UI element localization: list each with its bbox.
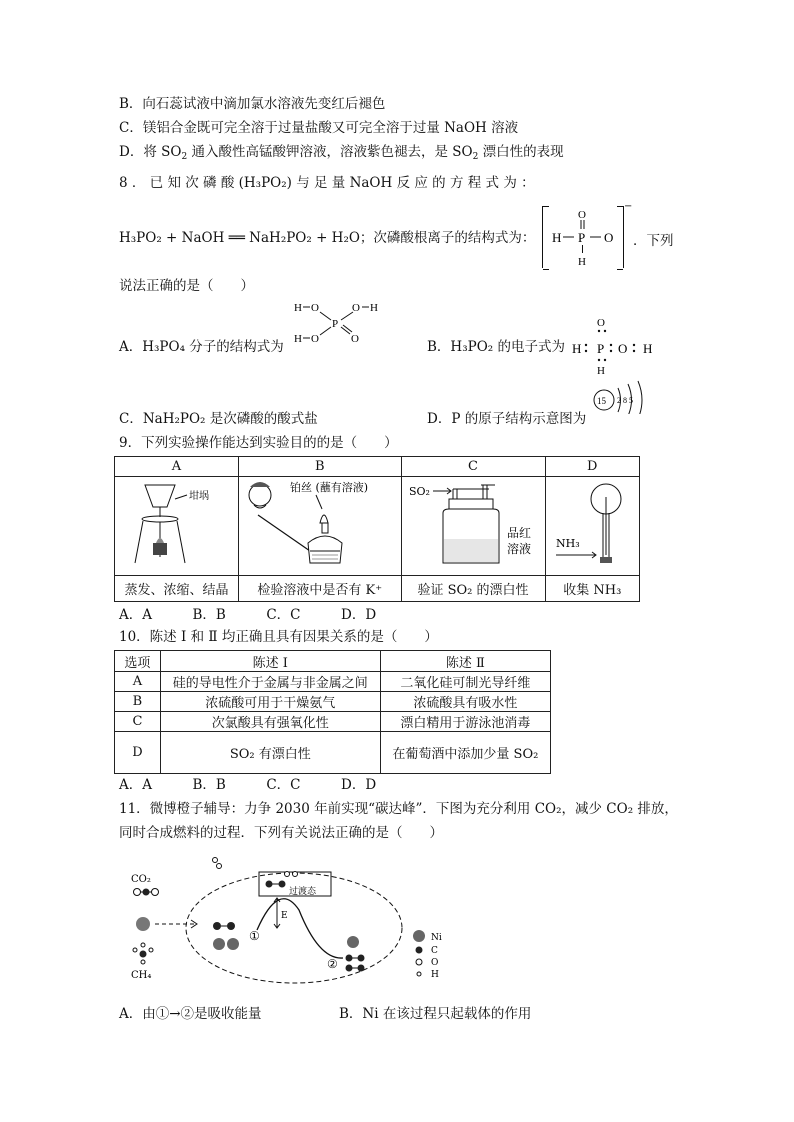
label-co2: CO₂ xyxy=(131,874,151,885)
q10-header-option: 选项 xyxy=(115,651,161,672)
q10-row-label: D xyxy=(115,732,161,774)
so2-bottle-apparatus xyxy=(403,477,543,571)
svg-text:P: P xyxy=(332,318,339,330)
q8-continue: ．下列 xyxy=(633,233,674,249)
q9-img-b xyxy=(239,477,402,576)
q9-purpose-d: 收集 NH₃ xyxy=(545,576,640,602)
atom-shells: 2 8 5 xyxy=(617,396,633,405)
product-on-ni xyxy=(346,936,365,972)
label-step-1: ① xyxy=(249,929,260,943)
svg-text:O: O xyxy=(311,302,319,314)
q9-header-a: A xyxy=(115,457,239,477)
label-nh3-gas: NH₃ xyxy=(556,537,580,550)
h3po2-electron-formula xyxy=(571,310,659,376)
svg-text:O: O xyxy=(618,341,628,356)
label-magenta-1: 品红 xyxy=(507,526,532,540)
reactant-on-ni xyxy=(213,922,239,950)
q8-option-b: B．H₃PO₂ 的电子式为 xyxy=(427,339,565,355)
label-platinum-wire: 铂丝 (蘸有溶液) xyxy=(289,481,368,494)
evaporation-apparatus xyxy=(117,477,237,571)
q7-option-b: B．向石蕊试液中滴加氯水溶液先变红后褪色 xyxy=(119,96,386,112)
label-step-2: ② xyxy=(327,957,338,971)
q10-row-s1: 硅的导电性介于金属与非金属之间 xyxy=(160,672,380,692)
struct-o-right: O xyxy=(604,230,614,245)
label-energy: E xyxy=(281,911,288,921)
atom-nucleus: 15 xyxy=(597,396,606,406)
nh3-collection-apparatus xyxy=(546,477,638,571)
label-magenta-2: 溶液 xyxy=(507,542,532,556)
label-ch4: CH₄ xyxy=(131,970,152,981)
co2-molecule xyxy=(134,889,159,896)
q9-purpose-c: 验证 SO₂ 的漂白性 xyxy=(401,576,545,602)
svg-text:H: H xyxy=(370,302,378,314)
q9-img-a xyxy=(115,477,239,576)
q9-img-d xyxy=(545,477,640,576)
q8-equation: H₃PO₂ + NaOH ══ NaH₂PO₂ + H₂O；次磷酸根离子的结构式为： xyxy=(119,230,536,246)
q10-options: A．A B．B C．C D．D xyxy=(119,777,377,793)
svg-text:O: O xyxy=(431,958,439,968)
label-so2-gas: SO₂ xyxy=(409,485,430,498)
ch4-molecule xyxy=(133,943,153,964)
q10-row-label: A xyxy=(115,672,161,692)
h3po4-structure xyxy=(292,299,382,347)
svg-text:P: P xyxy=(597,341,605,356)
svg-text:C: C xyxy=(431,946,438,956)
label-transition-state: 过渡态 xyxy=(289,887,317,897)
flame-test-apparatus xyxy=(240,477,400,571)
svg-text:H: H xyxy=(643,341,653,356)
svg-text:H: H xyxy=(597,365,605,376)
svg-text:O: O xyxy=(352,302,360,314)
svg-text:Ni: Ni xyxy=(431,933,442,943)
hypophosphite-structure xyxy=(542,206,624,268)
q10-row-s2: 二氧化硅可制光导纤维 xyxy=(380,672,550,692)
struct-h-bottom: H xyxy=(578,256,586,268)
legend xyxy=(413,930,442,980)
q11-stem-line2: 同时合成燃料的过程．下列有关说法正确的是（ ） xyxy=(119,825,443,841)
co2-ch4-reaction-diagram xyxy=(119,850,479,985)
co-oh-fragment xyxy=(213,858,222,869)
struct-p: P xyxy=(578,230,586,245)
q9-header-c: C xyxy=(401,457,545,477)
q11-stem-line1: 11．微博橙子辅导：力争 2030 年前实现“碳达峰”．下图为充分利用 CO₂，减少 CO₂ 排放， xyxy=(119,801,678,817)
q10-header-statement-2: 陈述 Ⅱ xyxy=(380,651,550,672)
q8-stem-line1: 8 ． 已 知 次 磷 酸 (H₃PO₂) 与 足 量 NaOH 反 应 的 方 程 式 为 ： xyxy=(119,175,535,191)
struct-o-top: O xyxy=(578,209,586,221)
q8-option-a: A．H₃PO₄ 分子的结构式为 xyxy=(119,339,284,355)
q9-options: A．A B．B C．C D．D xyxy=(119,607,377,623)
svg-text:O: O xyxy=(351,333,359,345)
q9-table xyxy=(114,456,640,602)
q10-row-label: C xyxy=(115,712,161,732)
q8-stem-line3: 说法正确的是（ ） xyxy=(119,278,254,294)
q10-stem: 10．陈述 Ⅰ 和 Ⅱ 均正确且具有因果关系的是（ ） xyxy=(119,629,438,645)
svg-text:H: H xyxy=(431,970,439,980)
q9-purpose-a: 蒸发、浓缩、结晶 xyxy=(115,576,239,602)
q8-option-d: D．P 的原子结构示意图为 xyxy=(427,411,587,427)
q10-row-s1: 次氯酸具有强氧化性 xyxy=(160,712,380,732)
q9-stem: 9．下列实验操作能达到实验目的的是（ ） xyxy=(119,435,398,451)
q11-option-a: A．由①→②是吸收能量 xyxy=(119,1006,262,1022)
q10-row-s1: 浓硫酸可用于干燥氨气 xyxy=(160,692,380,712)
q8-option-c: C．NaH₂PO₂ 是次磷酸的酸式盐 xyxy=(119,411,318,427)
struct-h-left: H xyxy=(552,230,562,245)
q7-option-d: D．将 $SO_2$ 通入酸性高锰酸钾溶液，溶液紫色褪去，是 $SO_2$ 漂白性的表现 xyxy=(119,144,564,162)
q10-row-s1: SO₂ 有漂白性 xyxy=(160,732,380,774)
q9-purpose-b: 检验溶液中是否有 K⁺ xyxy=(239,576,402,602)
p-atom-structure xyxy=(592,378,664,414)
q10-header-statement-1: 陈述 Ⅰ xyxy=(160,651,380,672)
charge-minus: − xyxy=(624,201,633,212)
svg-text:O: O xyxy=(311,333,319,345)
svg-text:H: H xyxy=(294,302,302,314)
q10-row-label: B xyxy=(115,692,161,712)
q10-row-s2: 浓硫酸具有吸水性 xyxy=(380,692,550,712)
svg-text:O: O xyxy=(597,317,605,329)
q9-header-b: B xyxy=(239,457,402,477)
q10-table xyxy=(114,650,551,774)
svg-text:H: H xyxy=(294,333,302,345)
ni-atom xyxy=(136,917,150,931)
hypophosphite-structure-svg xyxy=(543,206,623,268)
q11-option-b: B．Ni 在该过程只起载体的作用 xyxy=(339,1006,532,1022)
q10-row-s2: 在葡萄酒中添加少量 SO₂ xyxy=(380,732,550,774)
svg-text:H: H xyxy=(572,341,582,356)
label-crucible: 坩埚 xyxy=(188,491,209,502)
q9-img-c xyxy=(401,477,545,576)
q9-header-d: D xyxy=(545,457,640,477)
q7-option-c: C．镁铝合金既可完全溶于过量盐酸又可完全溶于过量 NaOH 溶液 xyxy=(119,120,519,136)
q10-row-s2: 漂白精用于游泳池消毒 xyxy=(380,712,550,732)
